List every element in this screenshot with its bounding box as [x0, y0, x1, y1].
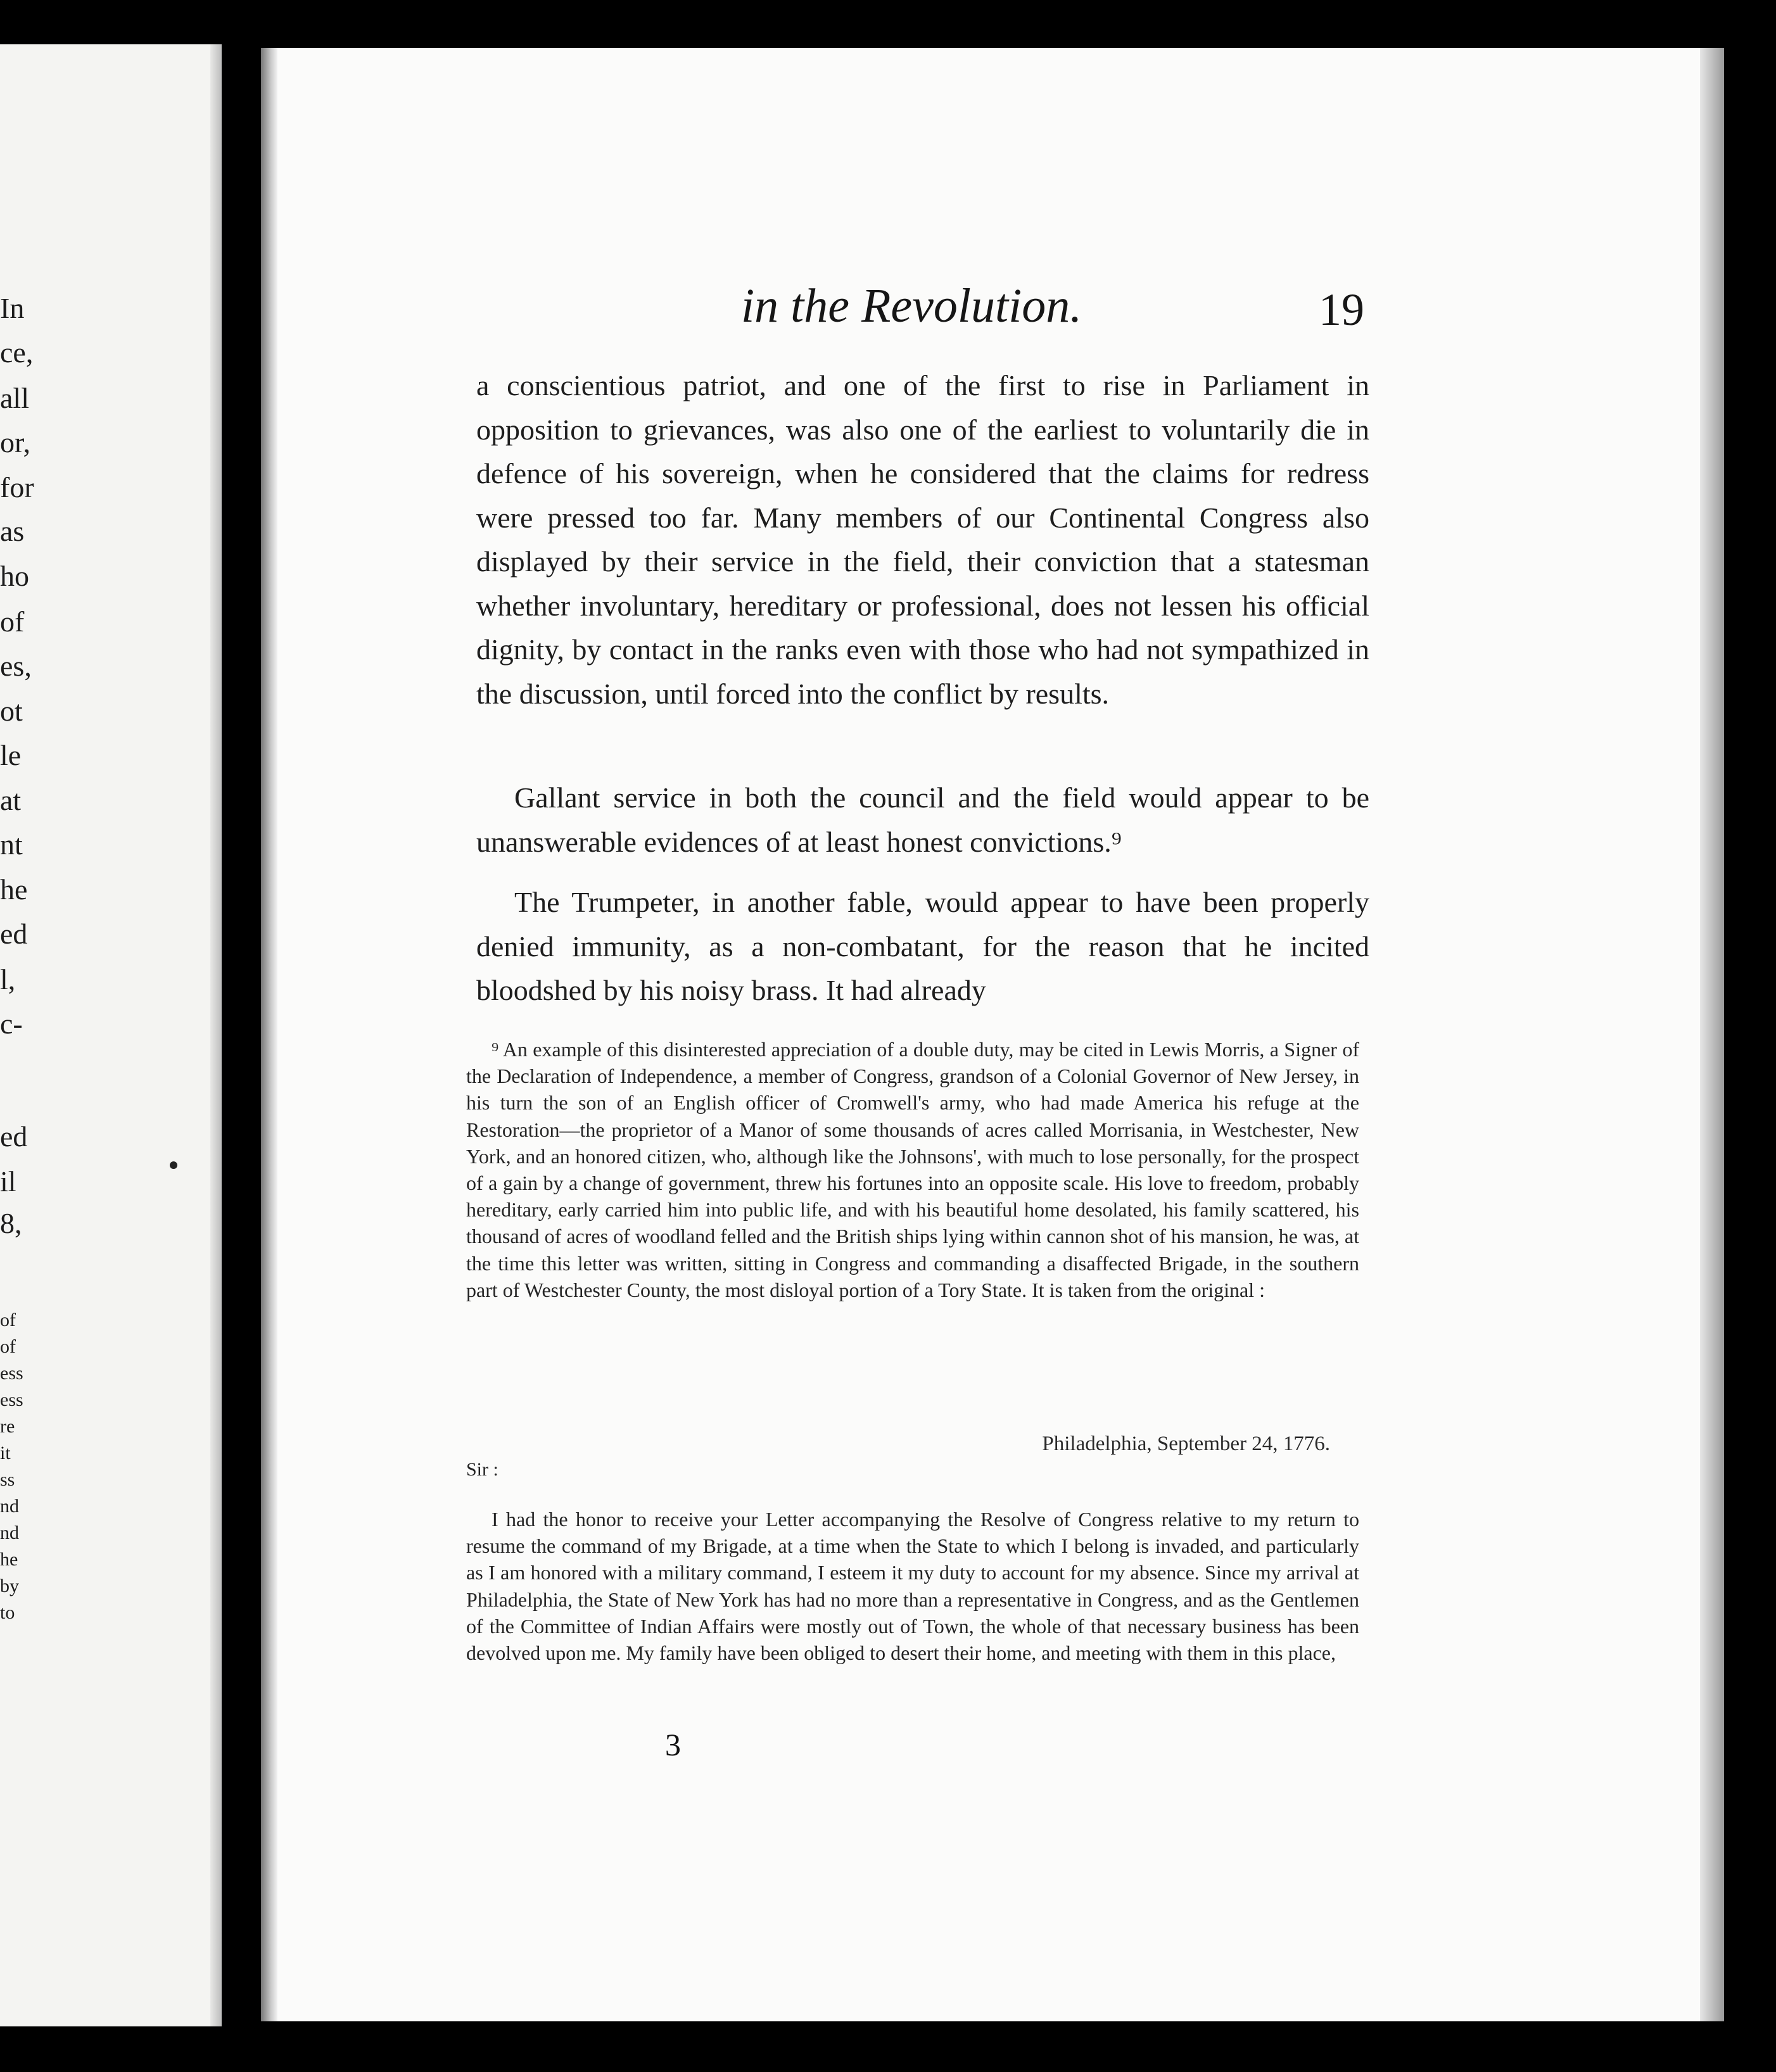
left-margin-fragment: ed — [0, 918, 28, 950]
letter-place-date: Philadelphia, September 24, 1776. — [1042, 1432, 1330, 1455]
body-paragraph-3: The Trumpeter, in another fable, would appear to have been properly denied immunity, as a non-combatant, for the reason that he incited bloodshed by his noisy brass. It had already — [476, 886, 1369, 1006]
left-margin-fragment-small: of — [0, 1336, 16, 1357]
left-margin-fragment: nt — [0, 828, 23, 861]
page-number: 19 — [1319, 284, 1364, 335]
left-margin-fragment: In — [0, 292, 25, 324]
left-margin-fragment-small: re — [0, 1416, 15, 1437]
left-margin-fragment-small: ss — [0, 1469, 15, 1490]
left-margin-fragment: ot — [0, 695, 23, 727]
left-margin-fragment-small: nd — [0, 1522, 19, 1543]
left-margin-fragment: he — [0, 873, 28, 906]
left-margin-fragment: ed — [0, 1120, 28, 1153]
page-spine-shadow — [261, 48, 277, 2021]
left-margin-fragment-small: nd — [0, 1496, 19, 1517]
left-margin-fragment-small: he — [0, 1549, 18, 1570]
left-margin-fragment-small: of — [0, 1310, 16, 1330]
left-margin-fragment: ho — [0, 560, 29, 592]
signature-mark: 3 — [665, 1727, 681, 1762]
page-edge-stack — [1700, 48, 1724, 2021]
left-margin-fragment-small: ess — [0, 1363, 23, 1384]
left-margin-fragment: or, — [0, 426, 30, 458]
body-paragraph-1: a conscientious patriot, and one of the first to rise in Parliament in opposition to grievances, was also one of the earliest to voluntarily die in defence of his sovereign, when he considered that the claims for redress were pressed too far. Many members of our Continental Congress also displayed by their service in the field, their conviction that a statesman whether involuntary, hereditary or professional, does not lessen his official dignity, by contact in the ranks even with those who had not sympathized in the discussion, until forced into the conflict by results. — [476, 369, 1369, 710]
book-gutter-gap — [222, 0, 261, 2072]
left-margin-fragment-small: by — [0, 1576, 19, 1596]
left-margin-fragment: all — [0, 382, 29, 414]
left-margin-fragment: ce, — [0, 336, 34, 369]
left-margin-fragment: for — [0, 471, 34, 503]
left-margin-fragment: c- — [0, 1008, 23, 1040]
running-head: in the Revolution. — [741, 279, 1082, 332]
left-margin-fragment: of — [0, 605, 25, 638]
left-margin-fragment-small: to — [0, 1602, 15, 1623]
left-margin-fragment: at — [0, 784, 22, 816]
left-margin-fragment-small: ess — [0, 1389, 23, 1410]
left-margin-fragment-small: it — [0, 1443, 11, 1463]
left-margin-fragment: es, — [0, 650, 32, 682]
left-margin-fragment: as — [0, 515, 25, 547]
left-margin-fragment: le — [0, 739, 22, 771]
letter-salutation: Sir : — [466, 1459, 498, 1480]
left-page — [0, 44, 222, 2026]
left-margin-fragment: 8, — [0, 1207, 22, 1239]
body-paragraph-2: Gallant service in both the council and the field would appear to be unanswerable evidences of at least honest convictions.⁹ — [476, 781, 1369, 858]
right-page — [261, 48, 1724, 2021]
left-margin-fragment: il — [0, 1165, 16, 1197]
left-page-gutter — [210, 44, 222, 2026]
footnote: ⁹ An example of this disinterested appreciation of a double duty, may be cited in Lewis Morris, a Signer of the Declaration of Independence, a member of Congress, grandson of a Colonial Governor of New Jersey, in his turn the son of an English officer of Cromwell's army, who had made America his refuge at the Restoration—the proprietor of a Manor of some thousands of acres called Morrisania, in Westchester, New York, and an honored citizen, who, although like the Johnsons', with much to lose personally, for the prospect of a gain by a change of government, threw his fortunes into an opposite scale. His love to freedom, probably hereditary, early carried him into public life, and with his beautiful home desolated, his family scattered, his thousand of acres of woodland felled and the British ships lying within cannon shot of his mansion, he was, at the time this letter was written, sitting in Congress and commanding a disaffected Brigade, in the southern part of Westchester County, the most disloyal portion of a Tory State. It is taken from the original : — [466, 1038, 1359, 1301]
stray-dot — [170, 1161, 177, 1169]
left-margin-fragment: l, — [0, 963, 16, 995]
letter-body: I had the honor to receive your Letter accompanying the Resolve of Congress relative to my return to resume the command of my Brigade, at a time when the State to which I belong is invaded, and particularly as I am honored with a military command, I esteem it my duty to account for my absence. Since my arrival at Philadelphia, the State of New York has had no more than a representative in Congress, and as the Gentlemen of the Committee of Indian Affairs were mostly out of Town, the whole of that necessary business has been devolved upon me. My family have been obliged to desert their home, and meeting with them in this place, — [466, 1508, 1359, 1665]
